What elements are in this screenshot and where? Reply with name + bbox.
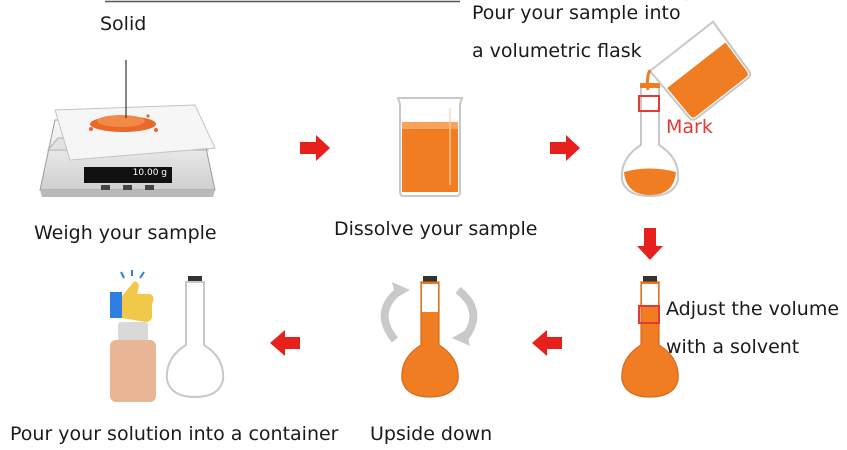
thumbs-up-icon [110, 270, 154, 322]
solid-label: Solid [100, 13, 147, 35]
left-arrow-icon [532, 330, 562, 356]
weigh-label: Weigh your sample [34, 222, 217, 244]
volumetric-flask-with-beaker [622, 0, 754, 196]
beaker-illustration [398, 98, 462, 196]
down-arrow-icon [637, 228, 663, 260]
upside-down-label: Upside down [370, 423, 493, 445]
balance-reading: 10.00 g [132, 168, 167, 178]
mark-label: Mark [666, 116, 713, 138]
pour-sample-label-line2: a volumetric flask [472, 40, 642, 62]
volumetric-flask-inverted [402, 276, 458, 397]
pour-solution-label: Pour your solution into a container [10, 423, 339, 445]
right-arrow-icon [300, 135, 330, 161]
storage-bottle [110, 322, 156, 402]
adjust-label-line1: Adjust the volume [666, 298, 840, 320]
left-arrow-icon [270, 330, 300, 356]
volumetric-flask-empty [167, 276, 223, 397]
adjust-label-line2: with a solvent [666, 336, 800, 358]
pour-sample-label-line1: Pour your sample into [472, 2, 681, 24]
dissolve-label: Dissolve your sample [334, 218, 538, 240]
right-arrow-icon [550, 135, 580, 161]
